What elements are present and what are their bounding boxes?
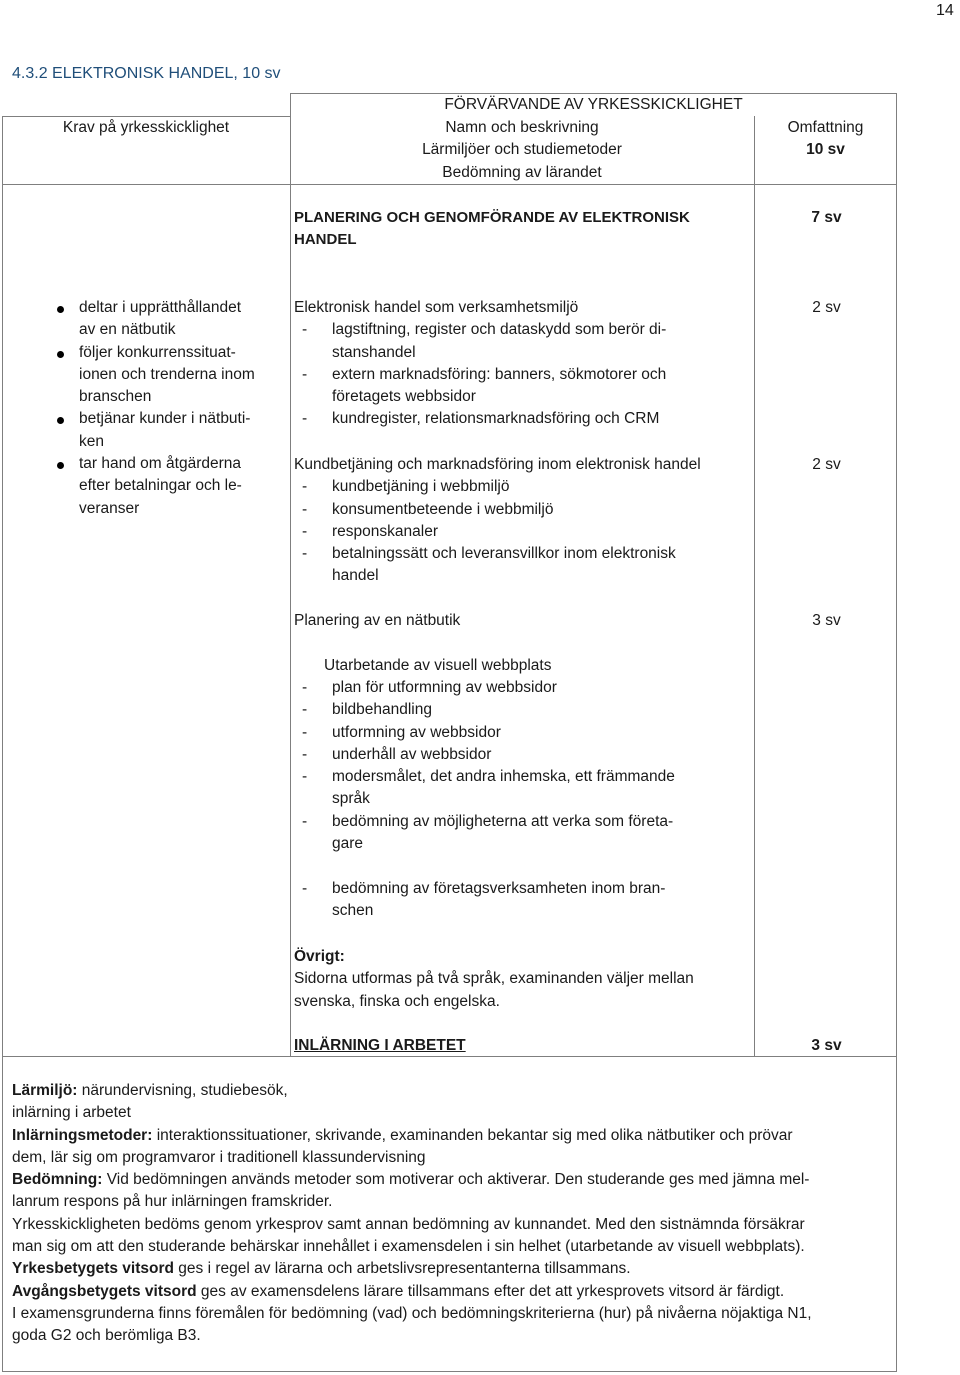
list-item: tar hand om åtgärderna efter betalningar och le- veranser — [57, 453, 272, 520]
list-item: följer konkurrenssituat- ionen och trenderna inom branschen — [57, 342, 272, 409]
table-header-top: FÖRVÄRVANDE AV YRKESSKICKLIGHET — [444, 96, 743, 113]
other-label: Övrigt: — [294, 948, 345, 965]
block1-amount: 2 sv — [812, 299, 841, 316]
column-header-description — [290, 117, 754, 184]
list-item: - responskanaler — [302, 522, 438, 540]
scope-label: Omfattning — [787, 119, 864, 136]
learning-environment: Lärmiljö: närundervisning, studiebesök, — [12, 1082, 288, 1099]
vocational-grade: Yrkesbetygets vitsord ges i regel av lärarna och arbetslivsrepresentanterna tillsammans. — [12, 1260, 631, 1278]
column-header-scope — [755, 117, 896, 162]
list-item: - utformning av webbsidor — [302, 723, 501, 741]
section-title: 4.3.2 ELEKTRONISK HANDEL, 10 sv — [12, 65, 281, 82]
header-line: Bedömning av lärandet — [442, 163, 602, 181]
block-title: Elektronisk handel som verksamhetsmiljö — [294, 299, 579, 316]
page-number: 14 — [936, 2, 954, 19]
scope-value: 10 sv — [806, 141, 845, 159]
list-item: - bildbehandling — [302, 701, 432, 719]
column-header-requirements: Krav på yrkesskicklighet — [62, 119, 230, 136]
block-business-environment — [294, 297, 754, 431]
assessment: Bedömning: Vid bedömningen används metoder som motiverar och aktiverar. Den studerande ges med jämna mel- — [12, 1171, 810, 1189]
bullet-icon — [57, 417, 64, 424]
bullet-icon — [57, 462, 64, 469]
leaving-grade: Avgångsbetygets vitsord ges av examensdelens lärare tillsammans efter det att yrkesprovets vitsord är färdigt. — [12, 1282, 785, 1300]
list-item: - konsumentbeteende i webbmiljö — [302, 500, 554, 518]
bullet-icon — [57, 351, 64, 358]
bullet-icon — [57, 306, 64, 313]
block3-subtitle: Utarbetande av visuell webbplats — [324, 657, 552, 674]
block-web-design-extra — [294, 878, 754, 923]
block3-amount: 3 sv — [812, 612, 841, 629]
block2-amount: 2 sv — [812, 456, 841, 473]
learning-methods: Inlärningsmetoder: interaktionssituationer, skrivande, examinanden bekantar sig med olika nätbutiker och prövar — [12, 1126, 793, 1144]
other-note: Övrigt: Sidorna utformas på två språk, examinanden väljer mellan svenska, finska och engelska. — [294, 946, 754, 1013]
planning-title: PLANERING OCH GENOMFÖRANDE AV ELEKTRONISK HANDEL — [294, 209, 690, 249]
block-web-design-list — [294, 677, 754, 855]
header-line: Lärmiljöer och studiemetoder — [422, 141, 622, 159]
block-title: Kundbetjäning och marknadsföring inom elektronisk handel — [294, 456, 701, 473]
list-item: - bedömning av möjligheterna att verka som företa- gare — [302, 812, 674, 853]
list-item: betjänar kunder i nätbuti- ken — [57, 408, 272, 453]
block-customer-service — [294, 454, 754, 588]
list-item: - modersmålet, det andra inhemska, ett främmande språk — [302, 768, 675, 808]
requirements-list — [57, 297, 272, 520]
list-item: - lagstiftning, register och dataskydd som berör di- stanshandel — [302, 321, 667, 361]
learning-title: INLÄRNING I ARBETET — [294, 1037, 466, 1054]
list-item: - extern marknadsföring: banners, sökmotorer och företagets webbsidor — [302, 365, 667, 406]
list-item: deltar i upprätthållandet av en nätbutik — [57, 297, 272, 342]
assessment-notes: Lärmiljö: närundervisning, studiebesök, inlärning i arbetet Inlärningsmetoder: interaktionssituationer, skrivande, examinanden bekantar sig med olika nätbutiker och prövar dem, lär sig om programvaror i traditionell klassundervisning Bedömning: Vid bedömningen används metoder som motiverar och aktiverar. Den studerande ges med jämna mel- lanrum respons på hur inlärningen framskrider. Yrkesskickligheten bedöms genom yrkesprov samt annan bedömning av kunnandet. Med den sistnämnda försäkrar man sig om att den studerande behärskar innehållet i examensdelen i sin helhet (utarbetande av visuell webbplats). Yrkesbetygets vitsord ges i regel av lärarna och arbetslivsrepresentanterna tillsammans. Avgångsbetygets vitsord ges av examensdelens lärare tillsammans efter det att yrkesprovets vitsord är färdigt. I examensgrunderna finns föremålen för bedömning (vad) och bedömningskriterierna (hur) på nivåerna nöjaktiga N1, goda G2 och berömliga B3. — [12, 1080, 892, 1348]
list-item: - plan för utformning av webbsidor — [302, 679, 557, 696]
list-item: - kundbetjäning i webbmiljö — [302, 478, 510, 496]
list-item: - underhåll av webbsidor — [302, 745, 492, 763]
learning-amount: 3 sv — [811, 1037, 842, 1054]
block3-title: Planering av en nätbutik — [294, 612, 461, 629]
list-item: - betalningssätt och leveransvillkor inom elektronisk handel — [302, 545, 676, 585]
list-item: - bedömning av företagsverksamheten inom bran- schen — [302, 880, 666, 920]
header-line: Namn och beskrivning — [445, 119, 599, 136]
list-item: - kundregister, relationsmarknadsföring och CRM — [302, 410, 660, 428]
planning-amount: 7 sv — [811, 209, 842, 226]
